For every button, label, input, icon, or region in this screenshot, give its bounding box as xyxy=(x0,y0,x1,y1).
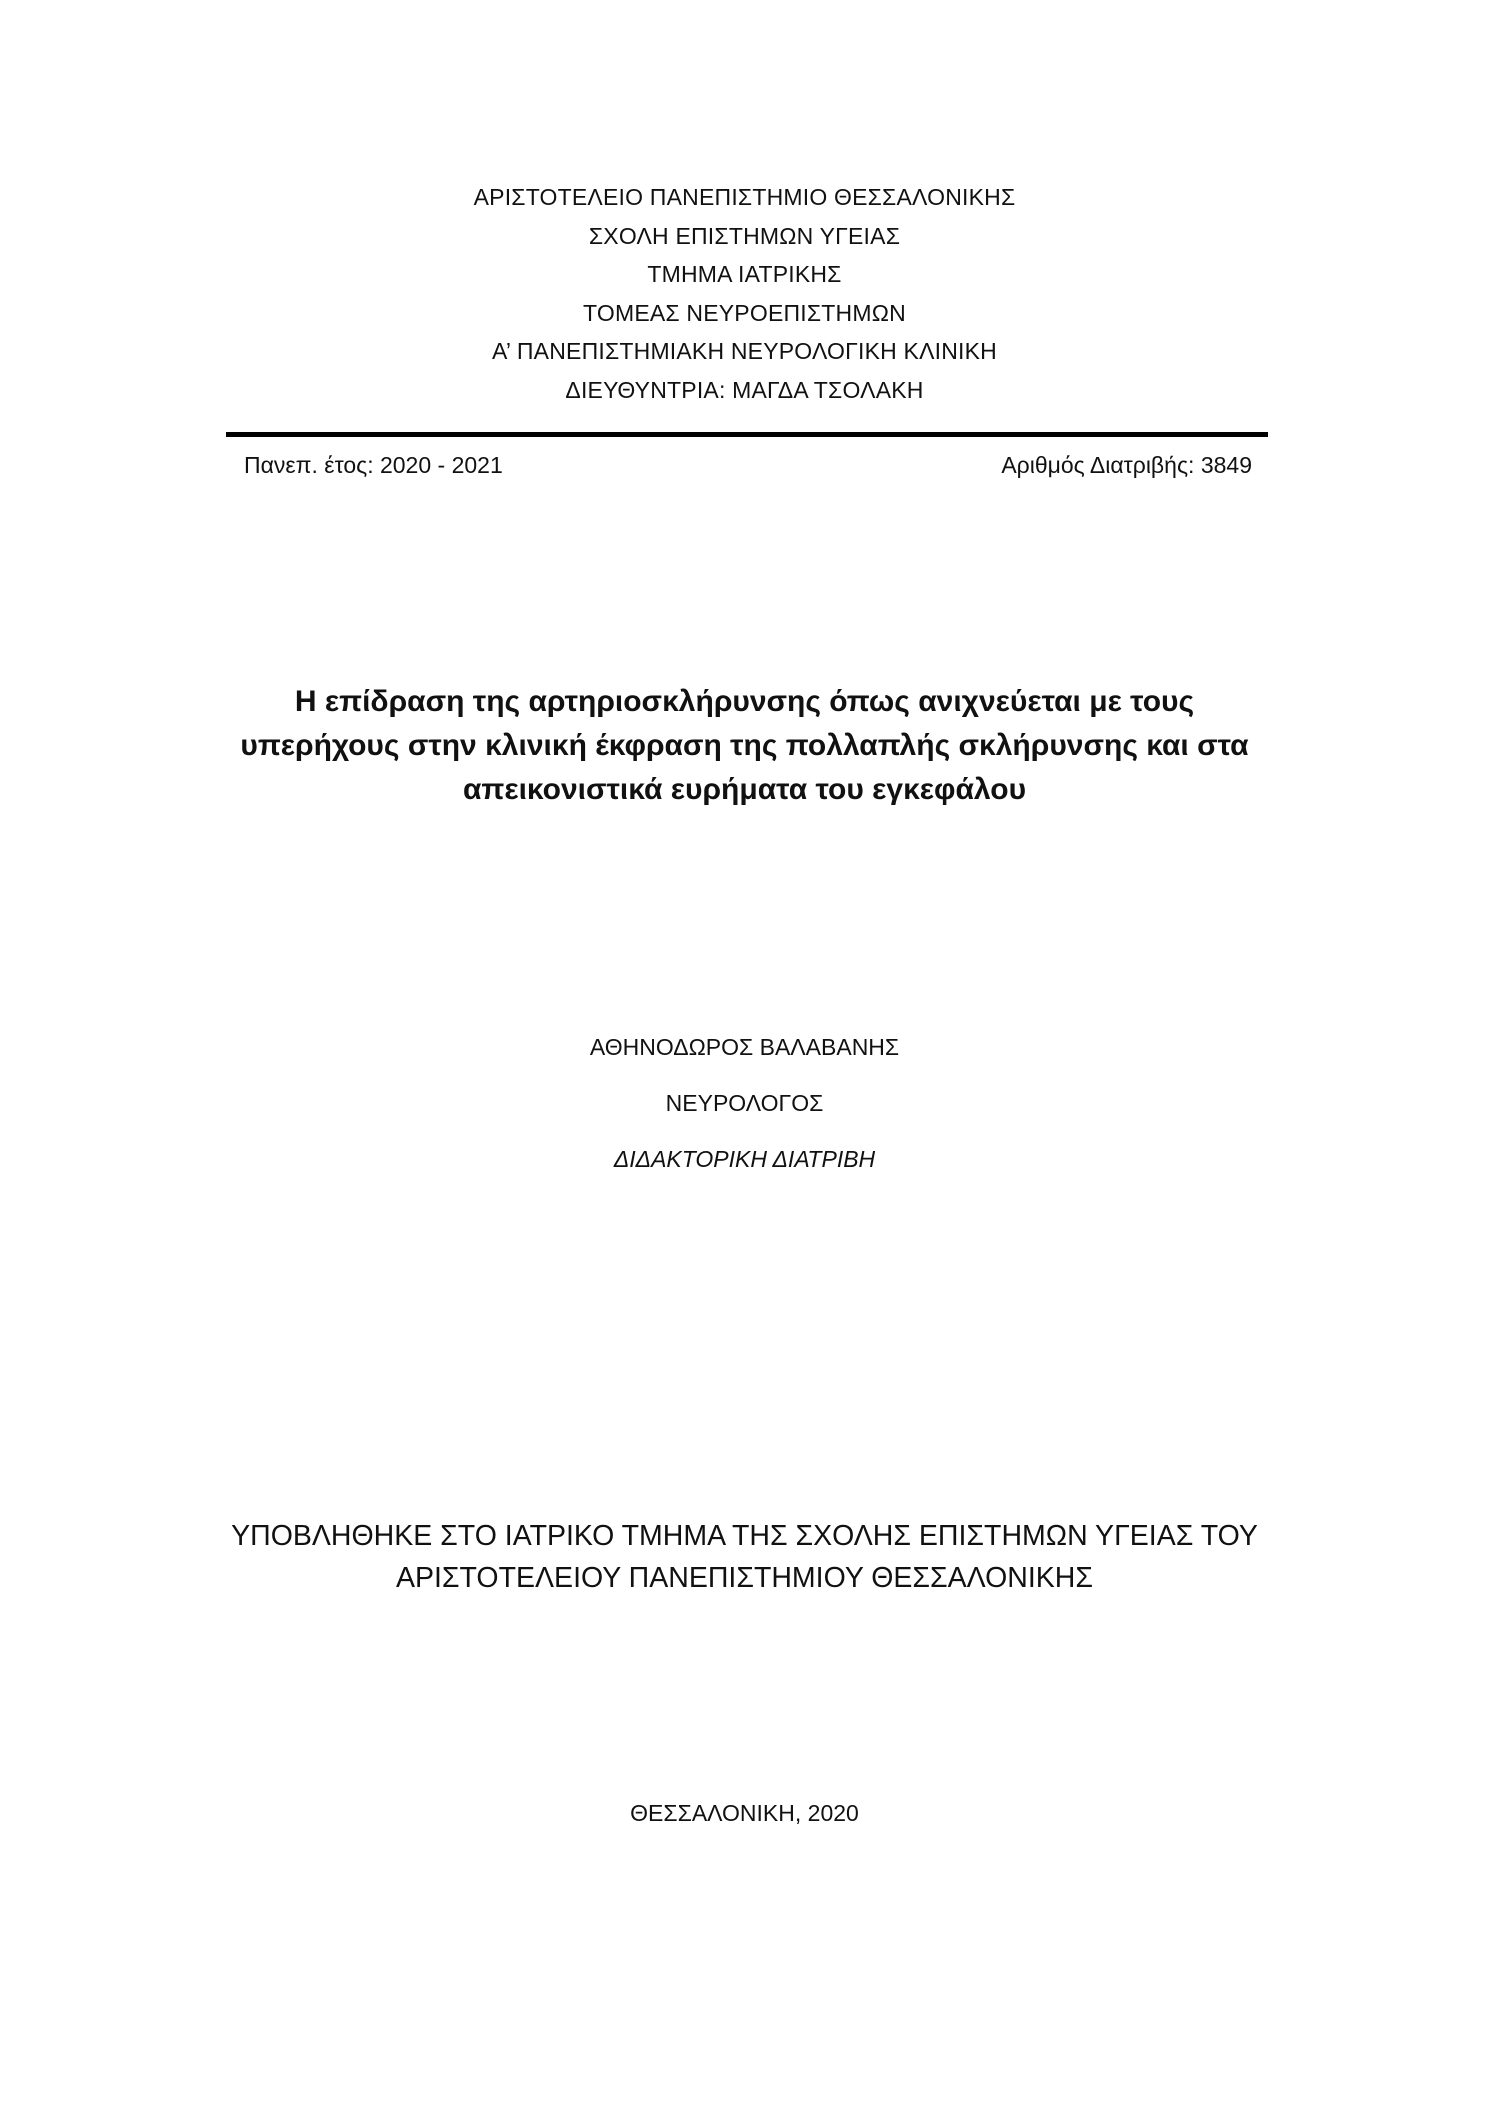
clinic-name: Α’ ΠΑΝΕΠΙΣΤΗΜΙΑΚΗ ΝΕΥΡΟΛΟΓΙΚΗ ΚΛΙΝΙΚΗ xyxy=(491,338,997,364)
author-name: ΑΘΗΝΟΔΩΡΟΣ ΒΑΛΑΒΑΝΗΣ xyxy=(589,1034,900,1060)
author-role: ΝΕΥΡΟΛΟΓΟΣ xyxy=(665,1090,824,1116)
thesis-title-line: Η επίδραση της αρτηριοσκλήρυνσης όπως ανιχνεύεται με τους xyxy=(294,685,1195,718)
thesis-title-line: υπερήχους στην κλινική έκφραση της πολλαπλής σκλήρυνσης και στα xyxy=(240,729,1249,762)
meta-row xyxy=(244,448,1252,482)
institution-header xyxy=(0,178,1489,409)
director-line: ΔΙΕΥΘΥΝΤΡΙΑ: ΜΑΓΔΑ ΤΣΟΛΑΚΗ xyxy=(565,376,924,403)
author-block xyxy=(0,1030,1489,1198)
submission-line: ΥΠΟΒΛΗΘΗΚΕ ΣΤΟ ΙΑΤΡΙΚΟ ΤΜΗΜΑ ΤΗΣ ΣΧΟΛΗΣ ΕΠΙΣΤΗΜΩΝ ΥΓΕΙΑΣ ΤΟΥ xyxy=(231,1520,1258,1552)
thesis-title xyxy=(0,680,1489,812)
thesis-title-line: απεικονιστικά ευρήματα του εγκεφάλου xyxy=(462,773,1027,806)
document-type: ΔΙΔΑΚΤΟΡΙΚΗ ΔΙΑΤΡΙΒΗ xyxy=(613,1146,876,1172)
university-name: ΑΡΙΣΤΟΤΕΛΕΙΟ ΠΑΝΕΠΙΣΤΗΜΙΟ ΘΕΣΣΑΛΟΝΙΚΗΣ xyxy=(473,184,1016,210)
academic-year: Πανεπ. έτος: 2020 - 2021 xyxy=(244,452,503,478)
department-name: ΤΜΗΜΑ ΙΑΤΡΙΚΗΣ xyxy=(647,261,842,287)
submission-line: ΑΡΙΣΤΟΤΕΛΕΙΟΥ ΠΑΝΕΠΙΣΤΗΜΙΟΥ ΘΕΣΣΑΛΟΝΙΚΗΣ xyxy=(395,1562,1093,1594)
school-name: ΣΧΟΛΗ ΕΠΙΣΤΗΜΩΝ ΥΓΕΙΑΣ xyxy=(588,222,901,249)
sector-name: ΤΟΜΕΑΣ ΝΕΥΡΟΕΠΙΣΤΗΜΩΝ xyxy=(583,299,906,326)
submission-statement xyxy=(0,1515,1489,1599)
place-date: ΘΕΣΣΑΛΟΝΙΚΗ, 2020 xyxy=(630,1800,859,1826)
thesis-number: Αριθμός Διατριβής: 3849 xyxy=(1001,452,1252,478)
header-divider xyxy=(226,432,1268,437)
